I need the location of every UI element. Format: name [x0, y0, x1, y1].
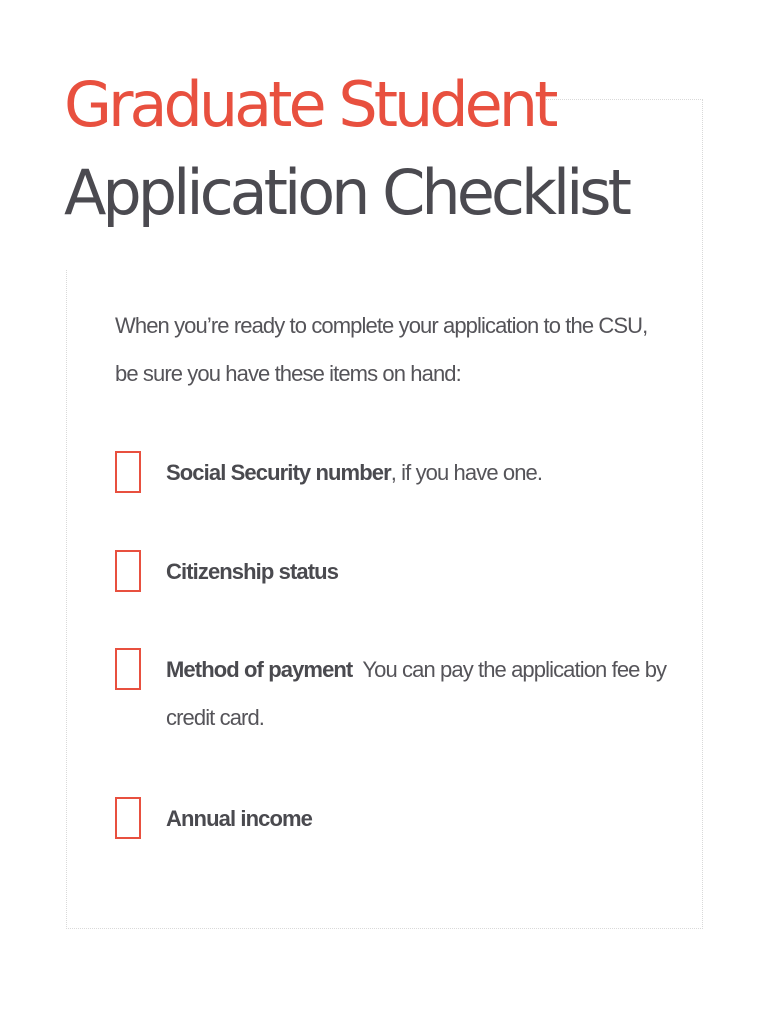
checkbox-income[interactable] — [115, 797, 141, 839]
checkbox-ssn[interactable] — [115, 451, 141, 493]
page-title-line2: Application Checklist — [64, 156, 628, 229]
item-label: Method of payment — [166, 657, 353, 682]
item-detail: , if you have one. — [390, 460, 543, 485]
intro-paragraph — [115, 302, 675, 398]
frame-right-border — [702, 99, 703, 929]
item-label: Citizenship status — [166, 559, 339, 584]
checkbox-payment[interactable] — [115, 648, 141, 690]
checklist-item-text — [166, 548, 686, 596]
checkbox-citizenship[interactable] — [115, 550, 141, 592]
item-label: Social Security number — [166, 460, 391, 485]
item-label: Annual income — [166, 806, 312, 831]
page-title-line1: Graduate Student — [64, 68, 555, 141]
frame-top-border — [543, 99, 703, 100]
item-detail: You can pay the application fee by credit card. — [166, 657, 667, 730]
checklist-item-text — [166, 795, 686, 843]
checklist-item-text — [166, 646, 686, 742]
frame-bottom-border — [66, 928, 703, 929]
intro-line2: be sure you have these items on hand: — [115, 361, 461, 386]
intro-line1: When you’re ready to complete your application to the CSU, — [115, 313, 648, 338]
checklist-item-text — [166, 449, 686, 497]
frame-left-border — [66, 270, 67, 929]
